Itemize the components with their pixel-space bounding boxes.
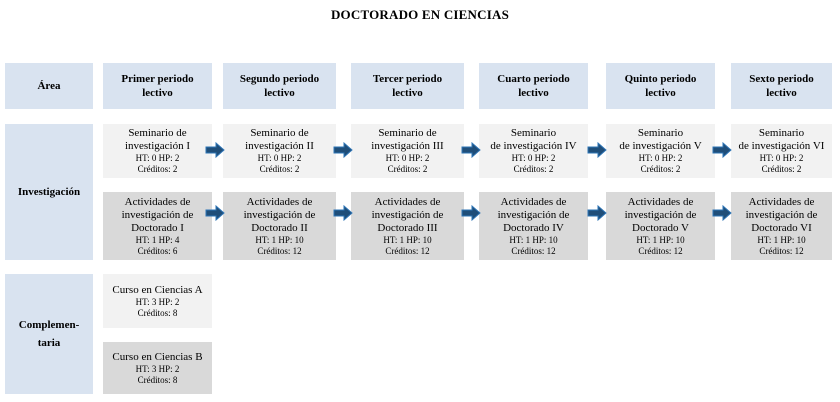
right-arrow-icon xyxy=(587,205,607,221)
course-name: investigación de xyxy=(745,208,818,221)
right-arrow-icon xyxy=(712,205,732,221)
course-name: investigación de xyxy=(497,208,570,221)
course-name: investigación de xyxy=(121,208,194,221)
course-name: Curso en Ciencias A xyxy=(112,283,203,296)
course-actividades-1 xyxy=(103,192,212,260)
course-name: Seminario de xyxy=(128,127,187,139)
period-header-line: lectivo xyxy=(142,87,173,99)
period-header-line: Sexto periodo xyxy=(749,73,814,85)
course-name: Doctorado IV xyxy=(503,221,564,234)
course-credits: Créditos: 12 xyxy=(385,245,430,256)
course-name: Doctorado V xyxy=(632,221,689,234)
course-hours: HT: 1 HP: 10 xyxy=(383,234,432,245)
course-hours: HT: 0 HP: 2 xyxy=(511,153,556,163)
course-credits: Créditos: 2 xyxy=(513,164,554,174)
course-name: investigación de xyxy=(243,208,316,221)
course-name: de investigación VI xyxy=(738,140,825,152)
course-seminario-4 xyxy=(479,124,588,178)
course-hours: HT: 3 HP: 2 xyxy=(135,296,180,307)
course-credits: Créditos: 8 xyxy=(137,374,178,385)
course-credits: Créditos: 2 xyxy=(137,164,178,174)
course-actividades-4 xyxy=(479,192,588,260)
course-name: Doctorado II xyxy=(251,221,308,234)
course-credits: Créditos: 12 xyxy=(759,245,804,256)
course-hours: HT: 0 HP: 2 xyxy=(759,153,804,163)
course-name: investigación de xyxy=(371,208,444,221)
course-credits: Créditos: 2 xyxy=(640,164,681,174)
course-name: investigación III xyxy=(371,140,444,152)
course-credits: Créditos: 12 xyxy=(257,245,302,256)
course-hours: HT: 3 HP: 2 xyxy=(135,363,180,374)
course-name: Seminario de xyxy=(250,127,309,139)
course-seminario-2 xyxy=(223,124,336,178)
course-name: investigación de xyxy=(624,208,697,221)
course-name: Actividades de xyxy=(246,195,313,208)
period-header-1 xyxy=(103,63,212,109)
course-credits: Créditos: 2 xyxy=(387,164,428,174)
period-header-line: lectivo xyxy=(392,87,423,99)
course-name: Actividades de xyxy=(627,195,694,208)
course-hours: HT: 0 HP: 2 xyxy=(385,153,430,163)
period-header-6 xyxy=(731,63,832,109)
period-header-3 xyxy=(351,63,464,109)
course-name: Doctorado III xyxy=(377,221,438,234)
course-name: Seminario xyxy=(510,127,557,139)
area-label-line: taria xyxy=(37,337,61,349)
course-hours: HT: 1 HP: 4 xyxy=(135,234,180,245)
right-arrow-icon xyxy=(205,205,225,221)
course-name: Seminario xyxy=(637,127,684,139)
course-hours: HT: 1 HP: 10 xyxy=(509,234,558,245)
course-hours: HT: 1 HP: 10 xyxy=(757,234,806,245)
period-header-line: Cuarto periodo xyxy=(497,73,570,85)
course-seminario-5 xyxy=(606,124,715,178)
course-hours: HT: 0 HP: 2 xyxy=(257,153,302,163)
course-seminario-1 xyxy=(103,124,212,178)
area-investigacion xyxy=(5,124,93,260)
period-header-line: Quinto periodo xyxy=(624,73,697,85)
right-arrow-icon xyxy=(205,142,225,158)
area-header xyxy=(5,63,93,109)
course-hours: HT: 0 HP: 2 xyxy=(135,153,180,163)
period-header-2 xyxy=(223,63,336,109)
course-name: de investigación V xyxy=(619,140,702,152)
period-header-line: Tercer periodo xyxy=(372,73,443,85)
course-credits: Créditos: 2 xyxy=(761,164,802,174)
course-name: Seminario xyxy=(758,127,805,139)
course-seminario-3 xyxy=(351,124,464,178)
course-hours: HT: 1 HP: 10 xyxy=(636,234,685,245)
page-title: DOCTORADO EN CIENCIAS xyxy=(330,7,510,22)
period-header-4 xyxy=(479,63,588,109)
course-seminario-6 xyxy=(731,124,832,178)
right-arrow-icon xyxy=(461,205,481,221)
course-credits: Créditos: 6 xyxy=(137,245,178,256)
right-arrow-icon xyxy=(333,142,353,158)
period-header-line: lectivo xyxy=(518,87,549,99)
course-credits: Créditos: 2 xyxy=(259,164,300,174)
course-name: Seminario de xyxy=(378,127,437,139)
course-complementario-a xyxy=(103,274,212,328)
course-name: investigación II xyxy=(245,140,314,152)
course-hours: HT: 1 HP: 10 xyxy=(255,234,304,245)
area-complementaria xyxy=(5,274,93,394)
right-arrow-icon xyxy=(333,205,353,221)
course-name: Doctorado I xyxy=(131,221,184,234)
course-actividades-3 xyxy=(351,192,464,260)
period-header-line: lectivo xyxy=(766,87,797,99)
course-hours: HT: 0 HP: 2 xyxy=(638,153,683,163)
area-label: Investigación xyxy=(17,186,81,198)
course-name: Actividades de xyxy=(748,195,815,208)
course-name: Doctorado VI xyxy=(751,221,812,234)
course-complementario-b xyxy=(103,342,212,394)
course-credits: Créditos: 12 xyxy=(638,245,683,256)
area-label-line: Complemen- xyxy=(18,319,80,331)
course-name: investigación I xyxy=(124,140,191,152)
course-credits: Créditos: 12 xyxy=(511,245,556,256)
right-arrow-icon xyxy=(587,142,607,158)
period-header-line: lectivo xyxy=(264,87,295,99)
course-actividades-2 xyxy=(223,192,336,260)
period-header-line: Primer periodo xyxy=(121,73,194,85)
course-name: Curso en Ciencias B xyxy=(112,350,203,363)
course-name: Actividades de xyxy=(374,195,441,208)
course-actividades-5 xyxy=(606,192,715,260)
course-actividades-6 xyxy=(731,192,832,260)
course-name: Actividades de xyxy=(124,195,191,208)
area-header-label: Área xyxy=(37,80,61,92)
right-arrow-icon xyxy=(461,142,481,158)
course-credits: Créditos: 8 xyxy=(137,307,178,318)
period-header-line: lectivo xyxy=(645,87,676,99)
period-header-5 xyxy=(606,63,715,109)
course-name: Actividades de xyxy=(500,195,567,208)
course-name: de investigación IV xyxy=(490,140,577,152)
right-arrow-icon xyxy=(712,142,732,158)
period-header-line: Segundo periodo xyxy=(239,73,320,85)
